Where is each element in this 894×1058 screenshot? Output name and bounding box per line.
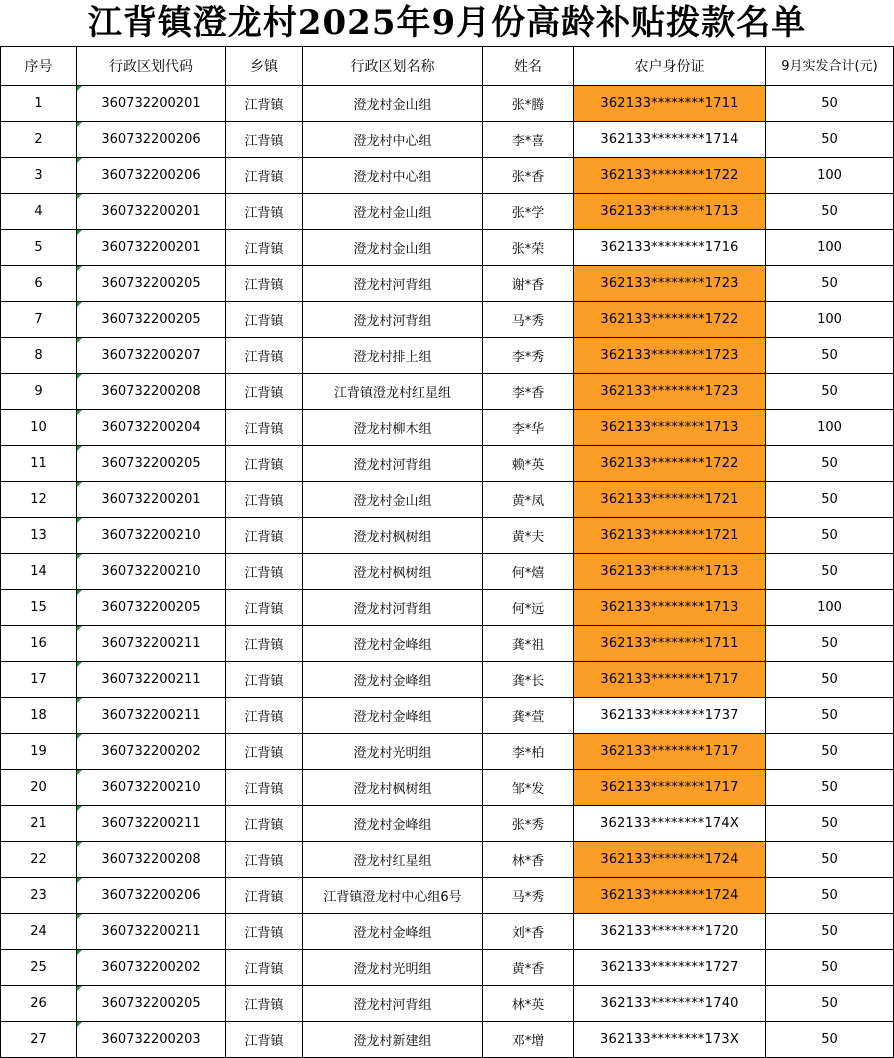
cell-region-code: 360732200208 <box>77 374 226 410</box>
cell-region-code: 360732200201 <box>77 482 226 518</box>
cell-region-code: 360732200201 <box>77 230 226 266</box>
table-row <box>1 302 894 338</box>
cell-amount: 50 <box>766 914 894 950</box>
cell-amount: 50 <box>766 86 894 122</box>
cell-serial: 24 <box>1 914 77 950</box>
cell-region-name: 澄龙村金山组 <box>303 194 483 230</box>
cell-amount: 50 <box>766 950 894 986</box>
cell-town: 江背镇 <box>226 122 303 158</box>
cell-region-code: 360732200204 <box>77 410 226 446</box>
cell-town: 江背镇 <box>226 734 303 770</box>
cell-id-card: 362133********1713 <box>574 410 766 446</box>
cell-town: 江背镇 <box>226 266 303 302</box>
table-row <box>1 266 894 302</box>
cell-id-card: 362133********1722 <box>574 158 766 194</box>
subsidy-table <box>0 46 894 1058</box>
cell-name: 何*熺 <box>483 554 574 590</box>
cell-amount: 50 <box>766 734 894 770</box>
cell-id-card: 362133********1711 <box>574 626 766 662</box>
cell-serial: 15 <box>1 590 77 626</box>
cell-id-card: 362133********1717 <box>574 734 766 770</box>
table-row <box>1 338 894 374</box>
cell-name: 马*秀 <box>483 302 574 338</box>
cell-region-name: 澄龙村河背组 <box>303 266 483 302</box>
cell-town: 江背镇 <box>226 662 303 698</box>
cell-serial: 7 <box>1 302 77 338</box>
cell-name: 张*秀 <box>483 806 574 842</box>
cell-town: 江背镇 <box>226 374 303 410</box>
header-town: 乡镇 <box>226 47 303 86</box>
table-row <box>1 806 894 842</box>
cell-amount: 50 <box>766 806 894 842</box>
cell-amount: 100 <box>766 158 894 194</box>
cell-serial: 8 <box>1 338 77 374</box>
cell-town: 江背镇 <box>226 518 303 554</box>
cell-region-code: 360732200211 <box>77 914 226 950</box>
cell-region-code: 360732200205 <box>77 590 226 626</box>
cell-id-card: 362133********1713 <box>574 554 766 590</box>
cell-town: 江背镇 <box>226 338 303 374</box>
cell-amount: 50 <box>766 518 894 554</box>
cell-serial: 11 <box>1 446 77 482</box>
table-row <box>1 554 894 590</box>
cell-amount: 100 <box>766 410 894 446</box>
cell-id-card: 362133********1720 <box>574 914 766 950</box>
cell-name: 邓*增 <box>483 1022 574 1058</box>
cell-region-name: 澄龙村中心组 <box>303 122 483 158</box>
cell-region-name: 澄龙村金峰组 <box>303 662 483 698</box>
cell-town: 江背镇 <box>226 194 303 230</box>
cell-town: 江背镇 <box>226 302 303 338</box>
cell-town: 江背镇 <box>226 626 303 662</box>
header-region-name: 行政区划名称 <box>303 47 483 86</box>
cell-region-name: 澄龙村金山组 <box>303 230 483 266</box>
cell-region-name: 澄龙村枫树组 <box>303 770 483 806</box>
cell-amount: 50 <box>766 842 894 878</box>
table-row <box>1 122 894 158</box>
cell-town: 江背镇 <box>226 914 303 950</box>
cell-amount: 50 <box>766 554 894 590</box>
cell-amount: 100 <box>766 230 894 266</box>
cell-region-name: 澄龙村金峰组 <box>303 914 483 950</box>
cell-id-card: 362133********174X <box>574 806 766 842</box>
table-row <box>1 734 894 770</box>
cell-region-name: 澄龙村中心组 <box>303 158 483 194</box>
cell-id-card: 362133********1716 <box>574 230 766 266</box>
table-row <box>1 950 894 986</box>
table-row <box>1 1022 894 1058</box>
cell-region-name: 澄龙村金峰组 <box>303 698 483 734</box>
cell-name: 李*秀 <box>483 338 574 374</box>
cell-region-code: 360732200205 <box>77 266 226 302</box>
cell-town: 江背镇 <box>226 806 303 842</box>
cell-region-name: 澄龙村红星组 <box>303 842 483 878</box>
cell-region-code: 360732200206 <box>77 158 226 194</box>
cell-region-code: 360732200202 <box>77 950 226 986</box>
cell-serial: 26 <box>1 986 77 1022</box>
cell-region-name: 澄龙村河背组 <box>303 590 483 626</box>
cell-id-card: 362133********1723 <box>574 338 766 374</box>
cell-serial: 12 <box>1 482 77 518</box>
cell-region-name: 澄龙村光明组 <box>303 950 483 986</box>
cell-town: 江背镇 <box>226 986 303 1022</box>
cell-region-code: 360732200205 <box>77 986 226 1022</box>
cell-region-code: 360732200211 <box>77 662 226 698</box>
cell-region-name: 澄龙村金峰组 <box>303 626 483 662</box>
cell-region-name: 澄龙村枫树组 <box>303 518 483 554</box>
cell-town: 江背镇 <box>226 446 303 482</box>
cell-town: 江背镇 <box>226 158 303 194</box>
cell-name: 黄*香 <box>483 950 574 986</box>
cell-amount: 50 <box>766 698 894 734</box>
cell-id-card: 362133********1714 <box>574 122 766 158</box>
cell-name: 李*喜 <box>483 122 574 158</box>
cell-name: 李*华 <box>483 410 574 446</box>
cell-region-code: 360732200210 <box>77 554 226 590</box>
cell-region-name: 澄龙村枫树组 <box>303 554 483 590</box>
cell-amount: 50 <box>766 266 894 302</box>
cell-id-card: 362133********1722 <box>574 302 766 338</box>
cell-amount: 50 <box>766 482 894 518</box>
cell-id-card: 362133********173X <box>574 1022 766 1058</box>
table-row <box>1 158 894 194</box>
cell-amount: 50 <box>766 338 894 374</box>
cell-name: 李*香 <box>483 374 574 410</box>
cell-name: 张*学 <box>483 194 574 230</box>
cell-serial: 20 <box>1 770 77 806</box>
cell-name: 赖*英 <box>483 446 574 482</box>
cell-amount: 50 <box>766 374 894 410</box>
cell-amount: 100 <box>766 590 894 626</box>
cell-serial: 25 <box>1 950 77 986</box>
table-row <box>1 446 894 482</box>
table-header-row <box>1 47 894 86</box>
cell-amount: 50 <box>766 770 894 806</box>
cell-town: 江背镇 <box>226 410 303 446</box>
cell-name: 黄*凤 <box>483 482 574 518</box>
cell-name: 刘*香 <box>483 914 574 950</box>
cell-region-code: 360732200208 <box>77 842 226 878</box>
table-row <box>1 374 894 410</box>
cell-id-card: 362133********1723 <box>574 374 766 410</box>
cell-region-code: 360732200203 <box>77 1022 226 1058</box>
cell-region-name: 江背镇澄龙村红星组 <box>303 374 483 410</box>
cell-serial: 21 <box>1 806 77 842</box>
cell-name: 邹*发 <box>483 770 574 806</box>
cell-region-code: 360732200211 <box>77 626 226 662</box>
cell-town: 江背镇 <box>226 950 303 986</box>
cell-name: 龚*祖 <box>483 626 574 662</box>
cell-serial: 5 <box>1 230 77 266</box>
cell-amount: 50 <box>766 194 894 230</box>
cell-region-code: 360732200205 <box>77 302 226 338</box>
cell-serial: 10 <box>1 410 77 446</box>
cell-name: 张*腾 <box>483 86 574 122</box>
document-title: 江背镇澄龙村2025年9月份高龄补贴拨款名单 <box>87 3 807 43</box>
cell-serial: 6 <box>1 266 77 302</box>
cell-id-card: 362133********1721 <box>574 482 766 518</box>
cell-town: 江背镇 <box>226 86 303 122</box>
cell-name: 张*香 <box>483 158 574 194</box>
cell-region-code: 360732200201 <box>77 86 226 122</box>
cell-amount: 50 <box>766 878 894 914</box>
cell-region-name: 澄龙村河背组 <box>303 302 483 338</box>
cell-region-name: 澄龙村新建组 <box>303 1022 483 1058</box>
cell-amount: 50 <box>766 986 894 1022</box>
table-row <box>1 518 894 554</box>
cell-amount: 50 <box>766 626 894 662</box>
cell-region-code: 360732200210 <box>77 770 226 806</box>
cell-id-card: 362133********1722 <box>574 446 766 482</box>
cell-id-card: 362133********1721 <box>574 518 766 554</box>
cell-id-card: 362133********1713 <box>574 590 766 626</box>
cell-id-card: 362133********1727 <box>574 950 766 986</box>
cell-id-card: 362133********1711 <box>574 86 766 122</box>
cell-id-card: 362133********1713 <box>574 194 766 230</box>
table-row <box>1 86 894 122</box>
table-row <box>1 626 894 662</box>
cell-serial: 14 <box>1 554 77 590</box>
cell-serial: 4 <box>1 194 77 230</box>
cell-region-code: 360732200211 <box>77 698 226 734</box>
cell-amount: 50 <box>766 122 894 158</box>
cell-serial: 2 <box>1 122 77 158</box>
cell-name: 张*荣 <box>483 230 574 266</box>
cell-id-card: 362133********1717 <box>574 662 766 698</box>
cell-name: 龚*长 <box>483 662 574 698</box>
header-serial: 序号 <box>1 47 77 86</box>
cell-region-name: 澄龙村排上组 <box>303 338 483 374</box>
cell-serial: 22 <box>1 842 77 878</box>
cell-town: 江背镇 <box>226 842 303 878</box>
cell-serial: 27 <box>1 1022 77 1058</box>
cell-region-name: 澄龙村河背组 <box>303 986 483 1022</box>
cell-amount: 50 <box>766 1022 894 1058</box>
cell-town: 江背镇 <box>226 590 303 626</box>
cell-town: 江背镇 <box>226 482 303 518</box>
cell-region-code: 360732200201 <box>77 194 226 230</box>
cell-id-card: 362133********1723 <box>574 266 766 302</box>
cell-name: 林*香 <box>483 842 574 878</box>
cell-serial: 3 <box>1 158 77 194</box>
table-row <box>1 698 894 734</box>
cell-region-code: 360732200206 <box>77 122 226 158</box>
cell-town: 江背镇 <box>226 1022 303 1058</box>
cell-region-name: 澄龙村金山组 <box>303 482 483 518</box>
cell-serial: 23 <box>1 878 77 914</box>
table-row <box>1 410 894 446</box>
header-id-card: 农户身份证 <box>574 47 766 86</box>
cell-amount: 50 <box>766 662 894 698</box>
cell-name: 林*英 <box>483 986 574 1022</box>
cell-name: 龚*萱 <box>483 698 574 734</box>
cell-region-name: 澄龙村河背组 <box>303 446 483 482</box>
cell-serial: 19 <box>1 734 77 770</box>
cell-region-code: 360732200210 <box>77 518 226 554</box>
cell-town: 江背镇 <box>226 878 303 914</box>
cell-serial: 13 <box>1 518 77 554</box>
cell-id-card: 362133********1740 <box>574 986 766 1022</box>
header-region-code: 行政区划代码 <box>77 47 226 86</box>
table-row <box>1 914 894 950</box>
header-name: 姓名 <box>483 47 574 86</box>
table-body <box>1 86 894 1058</box>
cell-serial: 18 <box>1 698 77 734</box>
cell-serial: 17 <box>1 662 77 698</box>
cell-id-card: 362133********1724 <box>574 878 766 914</box>
cell-town: 江背镇 <box>226 770 303 806</box>
table-row <box>1 842 894 878</box>
cell-town: 江背镇 <box>226 698 303 734</box>
cell-name: 黄*夫 <box>483 518 574 554</box>
cell-region-name: 江背镇澄龙村中心组6号 <box>303 878 483 914</box>
cell-amount: 100 <box>766 302 894 338</box>
cell-region-code: 360732200205 <box>77 446 226 482</box>
cell-region-name: 澄龙村金山组 <box>303 86 483 122</box>
cell-town: 江背镇 <box>226 230 303 266</box>
cell-serial: 16 <box>1 626 77 662</box>
table-row <box>1 590 894 626</box>
cell-name: 李*柏 <box>483 734 574 770</box>
table-row <box>1 482 894 518</box>
cell-id-card: 362133********1737 <box>574 698 766 734</box>
cell-region-name: 澄龙村金峰组 <box>303 806 483 842</box>
cell-region-code: 360732200211 <box>77 806 226 842</box>
table-row <box>1 194 894 230</box>
cell-name: 何*远 <box>483 590 574 626</box>
cell-region-code: 360732200202 <box>77 734 226 770</box>
cell-region-code: 360732200206 <box>77 878 226 914</box>
cell-serial: 1 <box>1 86 77 122</box>
cell-id-card: 362133********1717 <box>574 770 766 806</box>
cell-region-name: 澄龙村光明组 <box>303 734 483 770</box>
cell-name: 马*秀 <box>483 878 574 914</box>
cell-name: 谢*香 <box>483 266 574 302</box>
cell-region-name: 澄龙村柳木组 <box>303 410 483 446</box>
table-row <box>1 230 894 266</box>
table-row <box>1 662 894 698</box>
cell-id-card: 362133********1724 <box>574 842 766 878</box>
cell-serial: 9 <box>1 374 77 410</box>
table-row <box>1 986 894 1022</box>
cell-town: 江背镇 <box>226 554 303 590</box>
table-row <box>1 770 894 806</box>
header-amount: 9月实发合计(元) <box>766 47 894 86</box>
table-row <box>1 878 894 914</box>
cell-region-code: 360732200207 <box>77 338 226 374</box>
cell-amount: 50 <box>766 446 894 482</box>
